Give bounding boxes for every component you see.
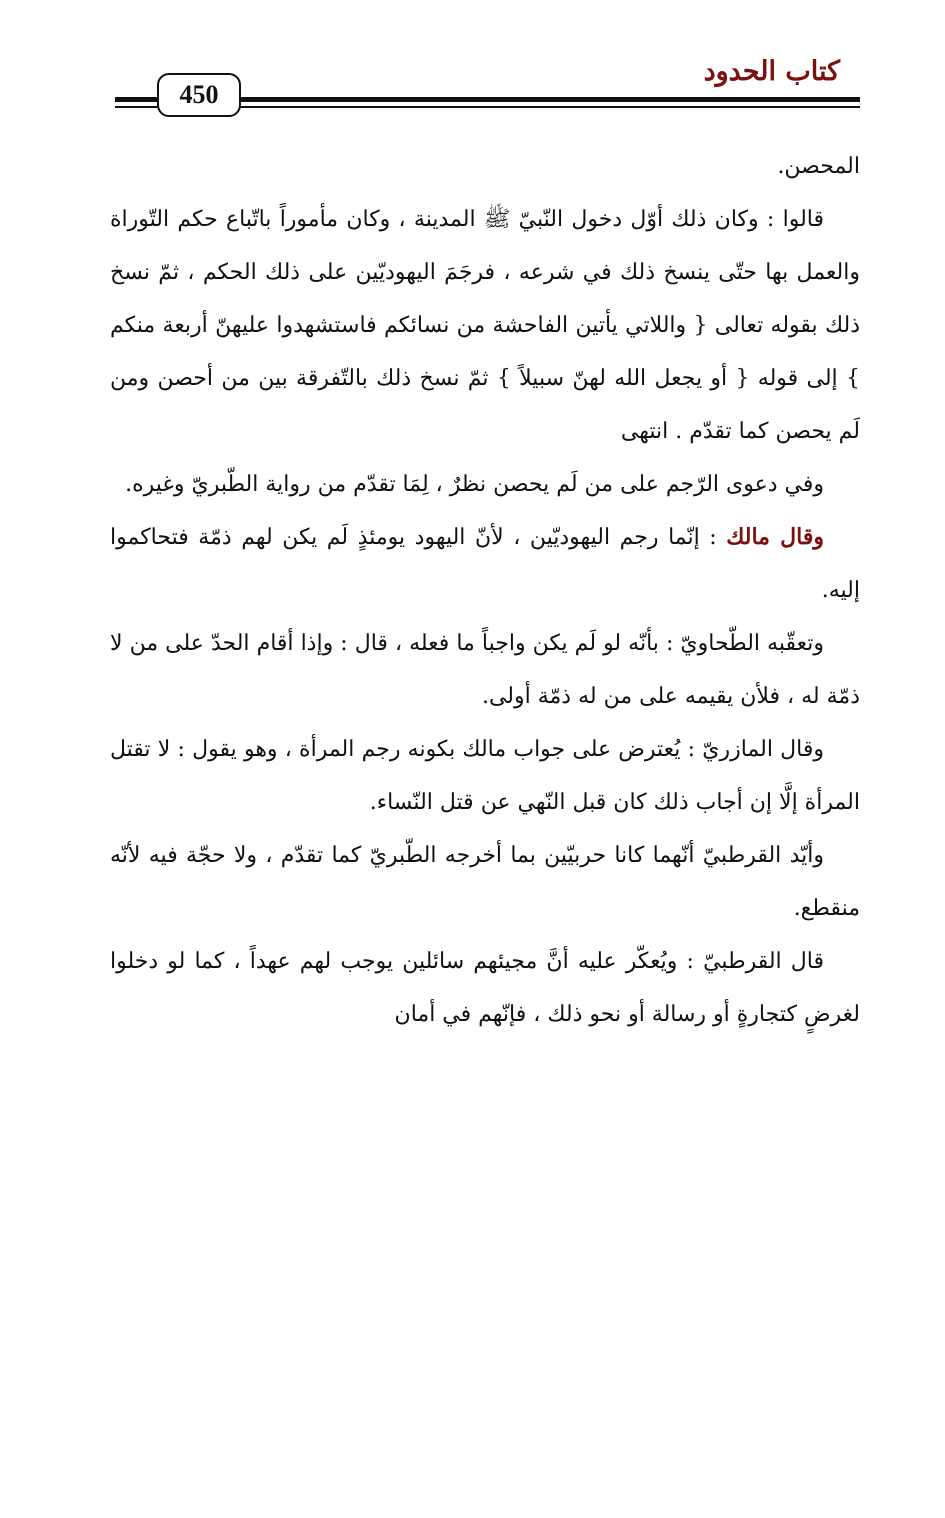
page-number: 450 <box>157 73 241 117</box>
paragraph-8: قال القرطبيّ : ويُعكّر عليه أنَّ مجيئهم سائلين يوجب لهم عهداً ، كما لو دخلوا لغرضٍ كتجارةٍ أو رسالة أو نحو ذلك ، فإنّهم في أمان <box>110 949 860 1027</box>
paragraph-3: وفي دعوى الرّجم على من لَم يحصن نظرٌ ، لِمَا تقدّم من رواية الطّبريّ وغيره. <box>125 472 824 497</box>
speaker-name: وقال مالك <box>726 524 825 550</box>
paragraph-5: وتعقّبه الطّحاويّ : بأنّه لو لَم يكن واجباً ما فعله ، قال : وإذا أقام الحدّ على من لا ذمّة له ، فلأن يقيمه على من له ذمّة أولى. <box>110 631 860 709</box>
paragraph-7: وأيّد القرطبيّ أنّهما كانا حربيّين بما أخرجه الطّبريّ كما تقدّم ، ولا حجّة فيه لأنّه منقطع. <box>110 843 860 921</box>
paragraph-6: وقال المازريّ : يُعترض على جواب مالك بكونه رجم المرأة ، وهو يقول : لا تقتل المرأة إلَّا إن أجاب ذلك كان قبل النّهي عن قتل النّساء. <box>110 737 860 815</box>
body-text <box>110 140 860 1041</box>
paragraph-4-text: : إنّما رجم اليهوديّين ، لأنّ اليهود يومئذٍ لَم يكن لهم ذمّة فتحاكموا إليه. <box>110 525 860 603</box>
paragraph-4 <box>110 511 860 617</box>
chapter-title: كتاب الحدود <box>703 56 840 87</box>
paragraph-2: قالوا : وكان ذلك أوّل دخول النّبيّ ﷺ المدينة ، وكان مأموراً باتّباع حكم التّوراة والعمل بها حتّى ينسخ ذلك في شرعه ، فرجَمَ اليهوديّين على ذلك الحكم ، ثمّ نسخ ذلك بقوله تعالى { واللاتي يأتين الفاحشة من نسائكم فاستشهدوا عليهنّ أربعة منكم } إلى قوله { أو يجعل الله لهنّ سبيلاً } ثمّ نسخ ذلك بالتّفرقة بين من أحصن ومن لَم يحصن كما تقدّم . انتهى <box>110 207 860 444</box>
paragraph-1: المحصن. <box>777 154 860 179</box>
